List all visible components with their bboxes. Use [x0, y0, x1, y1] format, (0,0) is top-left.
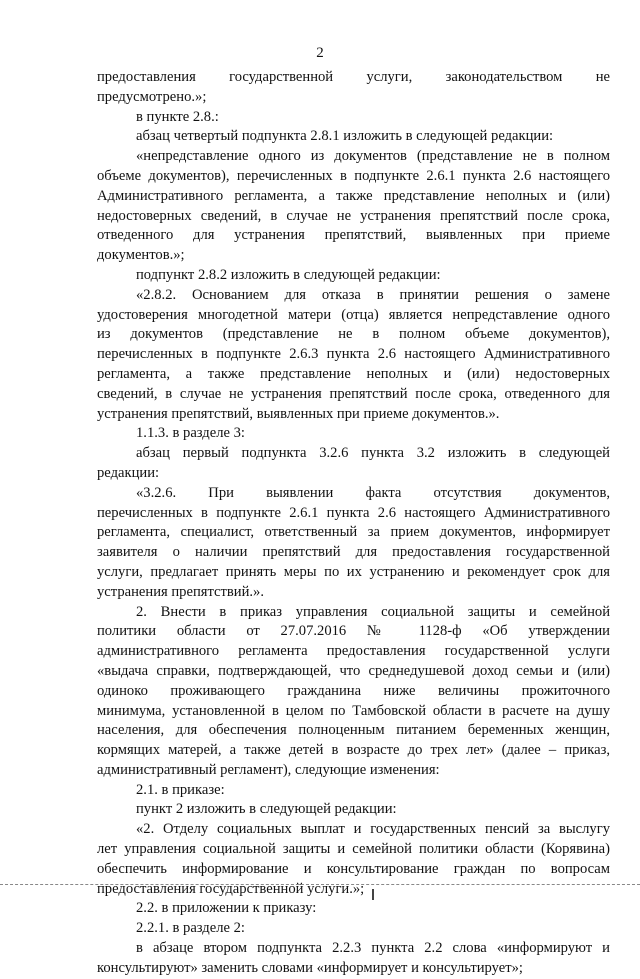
text-line: 2.1. в приказе: [136, 781, 225, 798]
text-line: пункт 2 изложить в следующей редакции: [136, 801, 397, 818]
text-line: в абзаце втором подпункта 2.2.3 пункта 2.2 слова «информируют и [136, 940, 610, 957]
text-line: из документов (представление не в полном объеме документов), [97, 326, 610, 343]
text-line: заявителя о наличии препятствий для предоставления государственной [97, 544, 610, 561]
text-line: недостоверных сведений, в случае не устранения препятствий после срока, [97, 207, 610, 224]
page-number: 2 [316, 45, 324, 61]
text-line: административный регламент), следующие изменения: [97, 761, 440, 778]
text-line: административного регламента предоставления государственной услуги [97, 643, 610, 660]
text-line: регламента, а также представление неполных и (или) недостоверных [97, 365, 610, 382]
text-line: устранения препятствий, выявленных при приеме документов.». [97, 405, 500, 422]
text-line: 2.2.1. в разделе 2: [136, 920, 245, 937]
text-line: абзац четвертый подпункта 2.8.1 изложить в следующей редакции: [136, 128, 554, 145]
footer-rule [0, 884, 640, 885]
text-line: лет управления социальной защиты и семейной политики области (Корявина) [97, 841, 610, 858]
text-line: обеспечить информирование и консультирование граждан по вопросам [97, 860, 610, 877]
text-line: «3.2.6. При выявлении факта отсутствия документов, [136, 484, 610, 501]
text-line: политики области от 27.07.2016 № 1128-ф «Об утверждении [97, 623, 610, 640]
text-line: перечисленных в подпункте 2.6.1 пункта 2.6 настоящего Административного [97, 504, 610, 521]
text-line: отведенного для устранения препятствий, выявленных при приеме [97, 227, 610, 244]
text-line: предусмотрено.»; [97, 88, 207, 105]
text-line: «выдача справки, подтверждающей, что среднедушевой доход семьи и (или) [97, 662, 610, 679]
text-line: «2. Отделу социальных выплат и государственных пенсий за выслугу [136, 821, 610, 838]
text-line: документов.»; [97, 247, 185, 264]
text-line: Административного регламента, а также представление неполных и (или) [97, 187, 610, 204]
text-line: подпункт 2.8.2 изложить в следующей редакции: [136, 266, 441, 283]
text-line: минимума, установленной в целом по Тамбовской области в расчете на душу [97, 702, 610, 719]
text-line: предоставления государственной услуги.»; [97, 880, 365, 897]
text-line: консультируют» заменить словами «информирует и консультирует»; [97, 959, 523, 976]
text-line: удостоверения многодетной матери (отца) является непредставление одного [97, 306, 610, 323]
text-line: сведений, в случае не устранения препятствий после срока, отведенного для [97, 385, 610, 402]
text-line: регламента, специалист, ответственный за прием документов, информирует [97, 524, 610, 541]
text-line: редакции: [97, 464, 160, 481]
text-line: «непредставление одного из документов (представление не в полном [136, 148, 610, 165]
text-line: 2.2. в приложении к приказу: [136, 900, 317, 917]
text-line: абзац первый подпункта 3.2.6 пункта 3.2 изложить в следующей [136, 445, 610, 462]
text-line: устранения препятствий.». [97, 583, 264, 600]
text-line: в пункте 2.8.: [136, 108, 219, 125]
text-line: объеме документов), перечисленных в подпункте 2.6.1 пункта 2.6 настоящего [97, 167, 610, 184]
document-body [97, 68, 610, 979]
text-line: 2. Внести в приказ управления социальной защиты и семейной [136, 603, 610, 620]
text-line: населения, для обеспечения полноценным питанием беременных женщин, [97, 722, 610, 739]
text-line: кормящих матерей, а также детей в возрасте до трех лет» (далее – приказ, [97, 742, 610, 759]
text-line: услуги, предлагает принять меры по их устранению и рекомендует срок для [97, 563, 610, 580]
text-line: «2.8.2. Основанием для отказа в принятии решения о замене [136, 286, 610, 303]
footer-mark [372, 889, 374, 900]
text-line: одиноко проживающего гражданина ниже величины прожиточного [97, 682, 610, 699]
text-line: перечисленных в подпункте 2.6.3 пункта 2.6 настоящего Административного [97, 346, 610, 363]
text-line: 1.1.3. в разделе 3: [136, 425, 245, 442]
text-line: предоставления государственной услуги, законодательством не [97, 69, 610, 85]
